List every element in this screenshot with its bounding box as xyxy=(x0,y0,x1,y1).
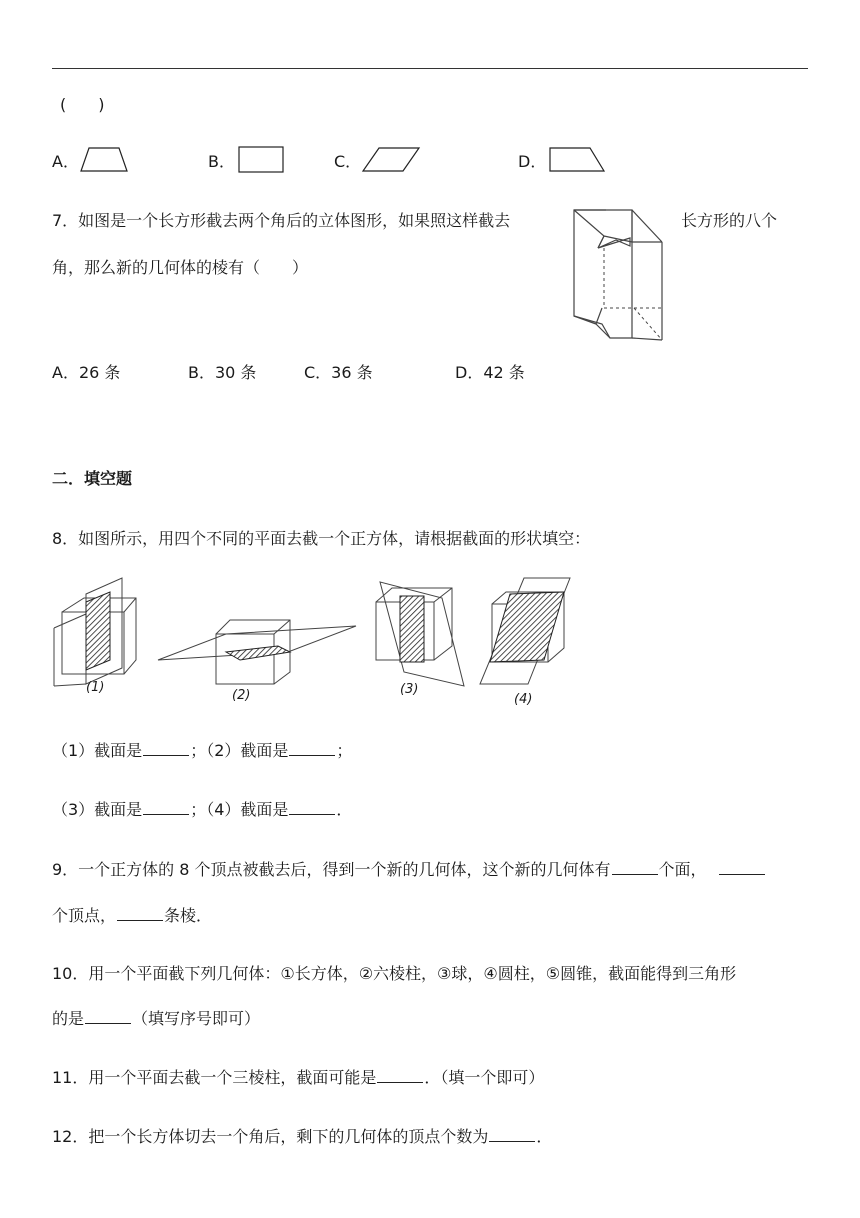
rectangle-icon xyxy=(235,146,287,174)
q6-answer-paren: ( ) xyxy=(60,95,105,114)
q7-option-d[interactable]: D．42 条 xyxy=(455,363,525,382)
section-heading: 二．填空题 xyxy=(52,469,133,488)
answer-blank[interactable] xyxy=(85,1022,131,1024)
q8-figures xyxy=(50,574,580,709)
q7-option-b[interactable]: B．30 条 xyxy=(188,363,257,382)
q7-option-a[interactable]: A．26 条 xyxy=(52,363,121,382)
trapezoid-icon xyxy=(79,146,131,174)
answer-blank[interactable] xyxy=(143,813,189,815)
figure-label: (2) xyxy=(232,688,251,703)
top-rule xyxy=(52,68,808,69)
figure-label: (1) xyxy=(86,680,105,695)
option-letter: B． xyxy=(208,151,235,171)
answer-blank[interactable] xyxy=(117,919,163,921)
option-letter: A． xyxy=(52,151,79,171)
q9-line2: 个顶点， 条棱． xyxy=(52,906,213,925)
q10-line2: 的是 （填写序号即可） xyxy=(52,1009,261,1028)
q8-answer-line1: （1）截面是 ；（2）截面是 ； xyxy=(52,741,353,760)
answer-blank[interactable] xyxy=(289,754,335,756)
q6-option-a[interactable] xyxy=(52,146,131,174)
q6-option-b[interactable] xyxy=(208,146,287,174)
figure-label: (4) xyxy=(514,692,533,707)
parallelogram-icon xyxy=(361,146,421,174)
option-letter: D． xyxy=(518,151,547,171)
answer-blank[interactable] xyxy=(612,873,658,875)
q7-stem-line2: 角，那么新的几何体的棱有（ ） xyxy=(52,258,309,277)
cut-cuboid-figure xyxy=(570,206,676,346)
q7-stem-line1-right: 长方形的八个 xyxy=(681,211,778,230)
figure-label: (3) xyxy=(400,682,419,697)
q9-line1: 9．一个正方体的 8 个顶点被截去后，得到一个新的几何体，这个新的几何体有 个面， xyxy=(52,857,766,880)
answer-blank[interactable] xyxy=(377,1081,423,1083)
q8-stem: 8．如图所示，用四个不同的平面去截一个正方体，请根据截面的形状填空： xyxy=(52,529,591,548)
q12: 12．把一个长方体切去一个角后，剩下的几何体的顶点个数为 ． xyxy=(52,1127,553,1146)
answer-blank[interactable] xyxy=(143,754,189,756)
q7-option-c[interactable]: C．36 条 xyxy=(304,363,373,382)
q7-stem-line1: 7．如图是一个长方形截去两个角后的立体图形，如果照这样截去 xyxy=(52,211,511,230)
q6-option-c[interactable] xyxy=(334,146,421,174)
q6-option-d[interactable] xyxy=(518,146,606,174)
q11: 11．用一个平面去截一个三棱柱，截面可能是 ．（填一个即可） xyxy=(52,1068,545,1087)
q10-line1: 10．用一个平面截下列几何体：①长方体，②六棱柱，③球，④圆柱，⑤圆锥，截面能得到三角形 xyxy=(52,964,737,983)
answer-blank[interactable] xyxy=(719,873,765,875)
answer-blank[interactable] xyxy=(489,1140,535,1142)
answer-blank[interactable] xyxy=(289,813,335,815)
right-trapezoid-icon xyxy=(546,146,606,174)
option-letter: C． xyxy=(334,151,362,171)
q8-answer-line2: （3）截面是 ；（4）截面是 ． xyxy=(52,800,353,819)
